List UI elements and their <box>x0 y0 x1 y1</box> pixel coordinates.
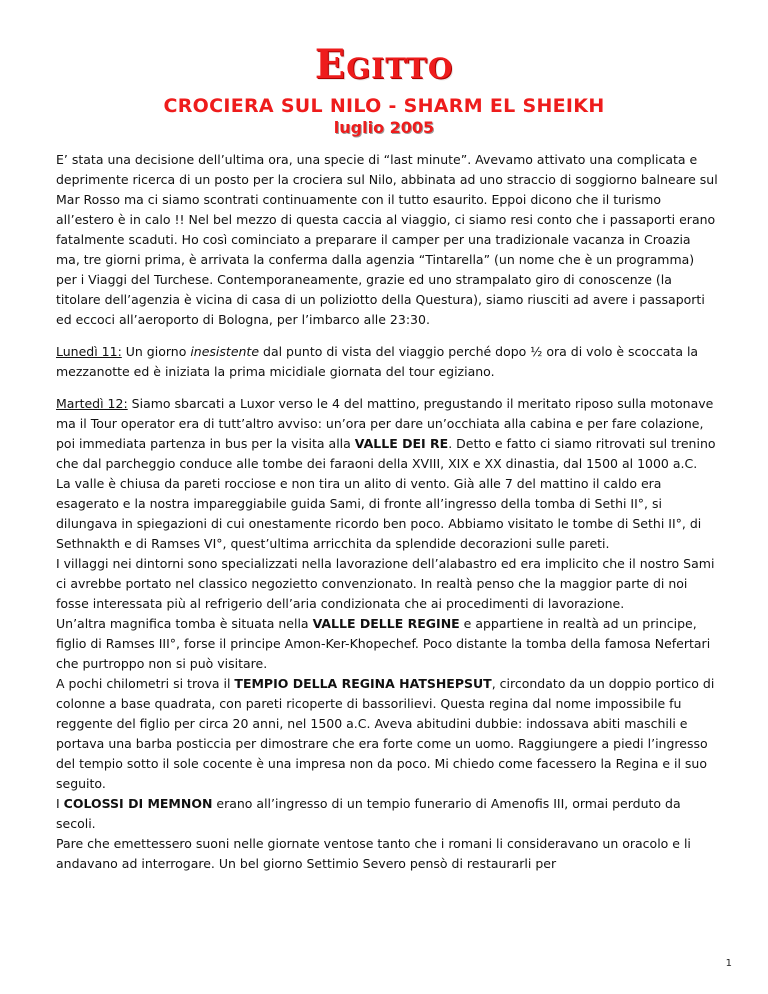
monday-italic-word: inesistente <box>190 344 260 359</box>
tuesday-paragraph-7: Pare che emettessero suoni nelle giornate ventose tanto che i romani li consideravano un oracolo e li andavano ad interrogare. Un bel giorno Settimio Severo pensò di restaurarli per <box>56 836 691 871</box>
tuesday-paragraph-4 <box>56 614 718 674</box>
tuesday-text-4a: Un’altra magnifica tomba è situata nella <box>56 616 313 631</box>
tuesday-text-6a: I <box>56 796 64 811</box>
monday-paragraph <box>56 342 718 382</box>
tuesday-paragraph-5 <box>56 674 718 794</box>
tuesday-text-1a: Siamo sbarcati a Luxor verso le 4 del mattino, pregustando il meritato riposo sulla motonave ma il Tour operator era di tutt’altro avviso: un’ora per dare un’occhiata alla cabina e per fare colazione, poi immediata partenza in bus per la visita alla <box>56 396 714 451</box>
monday-text-a: Un giorno <box>121 344 191 359</box>
tuesday-section <box>56 394 718 874</box>
tuesday-paragraph-2: La valle è chiusa da pareti rocciose e non tira un alito di vento. Già alle 7 del mattino il caldo era esagerato e la nostra impareggiabile guida Sami, di fronte all’ingresso della tomba di Sethi II°, si dilungava in spiegazioni di cui onestamente ricordo ben poco. Abbiamo visitato le tombe di Sethi II°, di Sethnakth e di Ramses VI°, quest’ultima arricchita da splendide decorazioni sulle pareti. <box>56 476 702 551</box>
tuesday-text-4b: e appartiene in realtà ad un principe, figlio di Ramses III°, forse il principe Amon-Ker-Khopechef. Poco distante la tomba della famosa Nefertari che purtroppo non si può visitare. <box>56 616 711 671</box>
document-body <box>56 150 718 874</box>
tuesday-text-5b: , circondato da un doppio portico di colonne a base quadrata, con pareti ricoperte di bassorilievi. Questa regina dal nome impossibile fu reggente del figlio per circa 20 anni, nel 1500 a.C. Aveva abitudini dubbie: indossava abiti maschili e portava una barba posticcia per dimostrare che era forte come un uomo. Raggiungere a piedi l’ingresso del tempio sotto il sole cocente è una impresa non da poco. Mi chiedo come facessero la Regina e il suo seguito. <box>56 676 715 791</box>
valle-delle-regine: VALLE DELLE REGINE <box>312 616 460 631</box>
page-number: 1 <box>725 958 732 969</box>
monday-label: Lunedì 11: <box>56 344 122 359</box>
valle-dei-re: VALLE DEI RE <box>354 436 449 451</box>
document-title: Egitto <box>314 41 454 88</box>
colossi-di-memnon: COLOSSI DI MEMNON <box>63 796 213 811</box>
tuesday-text-1b: . Detto e fatto ci siamo ritrovati sul trenino che dal parcheggio conduce alle tombe dei faraoni della XVIII, XIX e XX dinastia, dal 1500 al 1000 a.C. <box>56 436 716 471</box>
tuesday-label: Martedì 12: <box>56 396 128 411</box>
tempio-hatshepsut: TEMPIO DELLA REGINA HATSHEPSUT <box>234 676 492 691</box>
tuesday-paragraph-1 <box>56 394 718 474</box>
tuesday-text-6b: erano all’ingresso di un tempio funerario di Amenofis III, ormai perduto da secoli. <box>56 796 681 831</box>
tuesday-paragraph-3: I villaggi nei dintorni sono specializzati nella lavorazione dell’alabastro ed era implicito che il nostro Sami ci avrebbe portato nel classico negozietto convenzionato. In realtà penso che la maggior parte di noi fosse interessata più al refrigerio dell’aria condizionata che ai procedimenti di lavorazione. <box>56 556 715 611</box>
monday-text-b: dal punto di vista del viaggio perché dopo ½ ora di volo è scoccata la mezzanotte ed è iniziata la prima micidiale giornata del tour egiziano. <box>56 344 699 379</box>
document-subtitle: CROCIERA SUL NILO - SHARM EL SHEIKH <box>163 95 605 117</box>
document-date: luglio 2005 <box>333 118 435 137</box>
tuesday-text-5a: A pochi chilometri si trova il <box>56 676 235 691</box>
tuesday-paragraph-6 <box>56 794 718 834</box>
intro-paragraph: E’ stata una decisione dell’ultima ora, una specie di “last minute”. Avevamo attivato una complicata e deprimente ricerca di un posto per la crociera sul Nilo, abbinata ad uno straccio di soggiorno balneare sul Mar Rosso ma ci siamo scontrati continuamente con il tutto esaurito. Eppoi dicono che il turismo all’estero è in calo !! Nel bel mezzo di questa caccia al viaggio, ci siamo resi conto che i passaporti erano fatalmente scaduti. Ho così cominciato a preparare il camper per una tradizionale vacanza in Croazia ma, tre giorni prima, è arrivata la conferma dalla agenzia “Tintarella” (un nome che è un programma) per i Viaggi del Turchese. Contemporaneamente, grazie ed uno strampalato giro di conoscenze (la titolare dell’agenzia è vicina di casa di un poliziotto della Questura), siamo riusciti ad avere i passaporti ed eccoci all’aeroporto di Bologna, per l’imbarco alle 23:30. <box>56 152 718 327</box>
